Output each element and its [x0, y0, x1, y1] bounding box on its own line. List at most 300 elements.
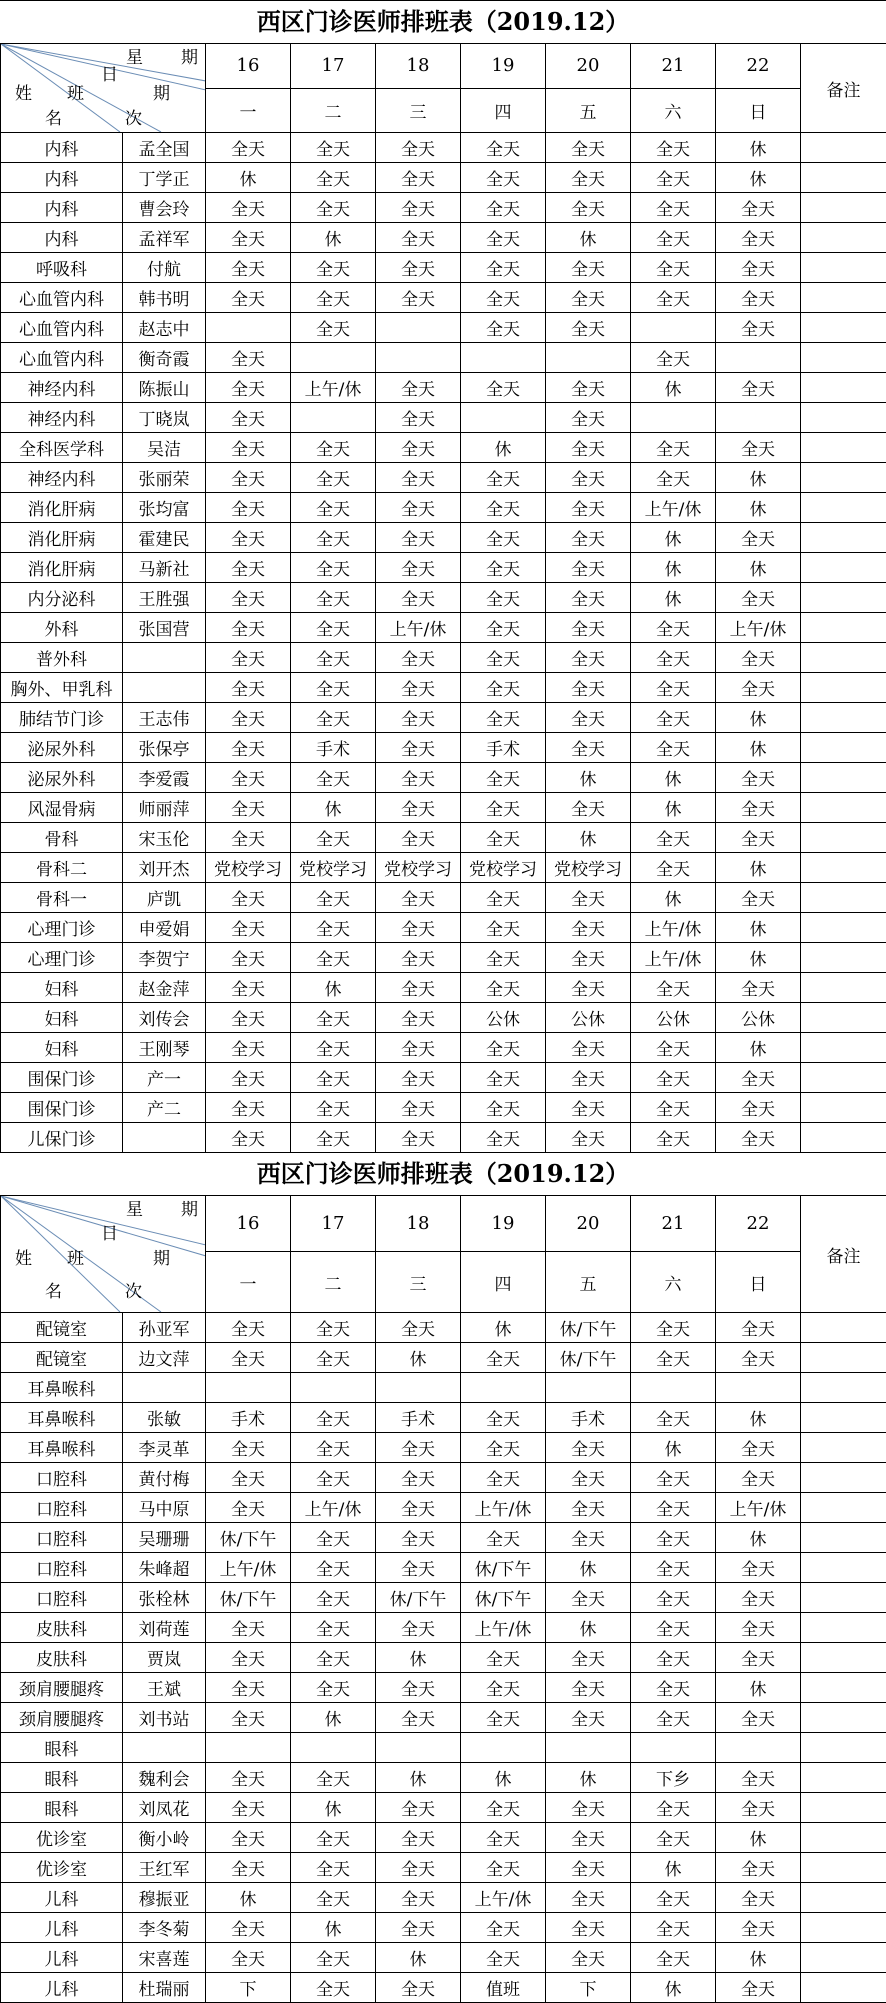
shift-cell: 全天 — [631, 1553, 716, 1583]
shift-cell: 全天 — [376, 1463, 461, 1493]
shift-cell: 全天 — [631, 733, 716, 763]
shift-cell: 全天 — [631, 133, 716, 163]
shift-cell: 全天 — [291, 1123, 376, 1153]
shift-cell: 全天 — [291, 193, 376, 223]
remarks-cell — [801, 733, 886, 763]
shift-cell: 休/下午 — [461, 1553, 546, 1583]
shift-cell: 全天 — [461, 583, 546, 613]
shift-cell: 休 — [716, 913, 801, 943]
table-row — [1, 1613, 886, 1643]
doctor-name-cell — [123, 673, 206, 703]
doctor-name-cell: 申爱娟 — [123, 913, 206, 943]
shift-cell: 休 — [716, 943, 801, 973]
department-cell: 肺结节门诊 — [1, 703, 123, 733]
table-row — [1, 583, 886, 613]
shift-cell: 全天 — [546, 1033, 631, 1063]
shift-cell: 全天 — [546, 703, 631, 733]
department-cell: 耳鼻喉科 — [1, 1433, 123, 1463]
shift-cell: 全天 — [206, 283, 291, 313]
shift-cell: 全天 — [461, 253, 546, 283]
shift-cell: 全天 — [461, 223, 546, 253]
shift-cell: 全天 — [716, 1433, 801, 1463]
doctor-name-cell: 衡小岭 — [123, 1823, 206, 1853]
table-row — [1, 1003, 886, 1033]
shift-cell: 全天 — [546, 193, 631, 223]
shift-cell — [546, 343, 631, 373]
date-cell: 19 — [461, 1196, 546, 1252]
shift-cell: 全天 — [291, 1883, 376, 1913]
shift-cell: 全天 — [461, 673, 546, 703]
shift-cell: 全天 — [461, 1943, 546, 1973]
header-label-ban: 班 — [67, 84, 84, 104]
doctor-name-cell: 李爱霞 — [123, 763, 206, 793]
department-cell: 骨科 — [1, 823, 123, 853]
shift-cell — [206, 1733, 291, 1763]
shift-cell: 休 — [546, 223, 631, 253]
shift-cell: 全天 — [376, 403, 461, 433]
shift-cell: 全天 — [291, 913, 376, 943]
shift-cell: 全天 — [631, 433, 716, 463]
doctor-name-cell: 刘凤花 — [123, 1793, 206, 1823]
shift-cell: 全天 — [206, 733, 291, 763]
shift-cell: 全天 — [716, 823, 801, 853]
table-row — [1, 1793, 886, 1823]
department-cell: 儿科 — [1, 1973, 123, 2003]
department-cell: 内科 — [1, 223, 123, 253]
shift-cell: 全天 — [206, 373, 291, 403]
shift-cell: 全天 — [631, 1703, 716, 1733]
doctor-name-cell: 丁晓岚 — [123, 403, 206, 433]
shift-cell — [631, 313, 716, 343]
shift-cell: 全天 — [206, 1823, 291, 1853]
shift-cell: 全天 — [376, 1703, 461, 1733]
shift-cell — [291, 403, 376, 433]
table-row — [1, 763, 886, 793]
shift-cell: 休 — [291, 1793, 376, 1823]
shift-cell: 全天 — [291, 673, 376, 703]
shift-cell: 全天 — [546, 793, 631, 823]
shift-cell: 全天 — [376, 943, 461, 973]
shift-cell: 全天 — [631, 283, 716, 313]
table-row — [1, 1523, 886, 1553]
shift-cell: 全天 — [461, 643, 546, 673]
doctor-name-cell: 庐凯 — [123, 883, 206, 913]
shift-cell: 休 — [716, 1403, 801, 1433]
doctor-name-cell: 王红军 — [123, 1853, 206, 1883]
shift-cell: 全天 — [206, 883, 291, 913]
shift-cell — [291, 343, 376, 373]
shift-cell: 全天 — [376, 1673, 461, 1703]
shift-cell: 休/下午 — [546, 1313, 631, 1343]
table-row — [1, 853, 886, 883]
doctor-name-cell: 丁学正 — [123, 163, 206, 193]
doctor-name-cell: 马新社 — [123, 553, 206, 583]
shift-cell: 全天 — [206, 643, 291, 673]
shift-cell: 全天 — [206, 823, 291, 853]
weekday-cell: 日 — [716, 88, 801, 133]
shift-cell: 休 — [206, 163, 291, 193]
remarks-cell — [801, 1973, 886, 2003]
department-cell: 妇科 — [1, 1033, 123, 1063]
shift-cell: 全天 — [631, 1343, 716, 1373]
remarks-cell — [801, 433, 886, 463]
shift-cell: 值班 — [461, 1973, 546, 2003]
remarks-cell — [801, 943, 886, 973]
shift-cell: 休 — [291, 793, 376, 823]
department-cell: 泌尿外科 — [1, 763, 123, 793]
shift-cell: 全天 — [206, 1433, 291, 1463]
shift-cell: 全天 — [291, 1583, 376, 1613]
header-label-xing: 姓 — [15, 1249, 32, 1269]
shift-cell: 全天 — [716, 1853, 801, 1883]
shift-cell: 全天 — [631, 1313, 716, 1343]
shift-cell: 全天 — [461, 943, 546, 973]
shift-cell: 休 — [291, 1703, 376, 1733]
shift-cell: 党校学习 — [461, 853, 546, 883]
header-row-dates — [1, 44, 886, 89]
shift-cell: 全天 — [546, 1913, 631, 1943]
shift-cell: 全天 — [376, 523, 461, 553]
shift-cell: 全天 — [631, 673, 716, 703]
department-cell: 神经内科 — [1, 403, 123, 433]
shift-cell: 全天 — [376, 733, 461, 763]
shift-cell: 全天 — [716, 1613, 801, 1643]
doctor-name-cell: 张均富 — [123, 493, 206, 523]
shift-cell: 全天 — [376, 1063, 461, 1093]
table-row — [1, 613, 886, 643]
remarks-cell — [801, 1613, 886, 1643]
shift-cell: 全天 — [291, 763, 376, 793]
weekday-cell: 六 — [631, 1252, 716, 1313]
department-cell: 皮肤科 — [1, 1613, 123, 1643]
weekday-cell: 六 — [631, 88, 716, 133]
shift-cell: 全天 — [716, 373, 801, 403]
shift-cell — [461, 403, 546, 433]
table-row — [1, 1123, 886, 1153]
table-row — [1, 643, 886, 673]
department-cell: 儿科 — [1, 1913, 123, 1943]
shift-cell: 全天 — [546, 433, 631, 463]
shift-cell: 全天 — [291, 883, 376, 913]
shift-cell: 上午/休 — [631, 913, 716, 943]
shift-cell: 全天 — [631, 1063, 716, 1093]
shift-cell: 全天 — [206, 793, 291, 823]
shift-cell: 全天 — [206, 703, 291, 733]
department-cell: 呼吸科 — [1, 253, 123, 283]
shift-cell: 全天 — [206, 463, 291, 493]
shift-cell: 全天 — [716, 1703, 801, 1733]
shift-cell: 全天 — [716, 523, 801, 553]
table-row — [1, 433, 886, 463]
shift-cell: 全天 — [716, 643, 801, 673]
shift-cell: 全天 — [206, 493, 291, 523]
shift-cell: 全天 — [546, 133, 631, 163]
shift-cell: 全天 — [291, 1433, 376, 1463]
shift-cell: 全天 — [546, 943, 631, 973]
shift-cell: 全天 — [716, 1883, 801, 1913]
header-label-ming: 名 — [45, 1282, 62, 1302]
shift-cell: 全天 — [376, 1823, 461, 1853]
shift-cell: 休 — [631, 373, 716, 403]
department-cell: 口腔科 — [1, 1583, 123, 1613]
shift-cell: 休 — [631, 1853, 716, 1883]
table-row — [1, 1433, 886, 1463]
table-row — [1, 1463, 886, 1493]
shift-cell: 休 — [291, 973, 376, 1003]
shift-cell: 休 — [631, 583, 716, 613]
shift-cell: 全天 — [376, 1493, 461, 1523]
shift-cell: 全天 — [206, 403, 291, 433]
doctor-name-cell: 孟祥军 — [123, 223, 206, 253]
remarks-cell — [801, 373, 886, 403]
shift-cell: 休 — [716, 1823, 801, 1853]
weekday-cell: 二 — [291, 1252, 376, 1313]
header-label-ri: 日 — [101, 65, 118, 85]
remarks-cell — [801, 1553, 886, 1583]
shift-cell: 全天 — [461, 883, 546, 913]
shift-cell: 全天 — [291, 1643, 376, 1673]
shift-cell — [631, 1373, 716, 1403]
department-cell: 内科 — [1, 163, 123, 193]
shift-cell: 全天 — [546, 373, 631, 403]
shift-cell: 休 — [716, 733, 801, 763]
department-cell: 泌尿外科 — [1, 733, 123, 763]
shift-cell: 休 — [546, 823, 631, 853]
doctor-name-cell — [123, 1123, 206, 1153]
doctor-name-cell: 陈振山 — [123, 373, 206, 403]
shift-cell: 全天 — [546, 1703, 631, 1733]
shift-cell: 全天 — [376, 823, 461, 853]
table-row — [1, 193, 886, 223]
doctor-name-cell: 黄付梅 — [123, 1463, 206, 1493]
doctor-name-cell: 王斌 — [123, 1673, 206, 1703]
shift-cell: 上午/休 — [291, 373, 376, 403]
shift-cell: 下 — [206, 1973, 291, 2003]
remarks-cell — [801, 1463, 886, 1493]
shift-cell — [376, 1373, 461, 1403]
shift-cell: 休 — [206, 1883, 291, 1913]
shift-cell: 全天 — [291, 1463, 376, 1493]
department-cell: 耳鼻喉科 — [1, 1403, 123, 1433]
shift-cell: 休 — [461, 1313, 546, 1343]
table-row — [1, 1063, 886, 1093]
table-row — [1, 793, 886, 823]
department-cell: 心血管内科 — [1, 343, 123, 373]
shift-cell: 全天 — [291, 943, 376, 973]
doctor-name-cell: 王志伟 — [123, 703, 206, 733]
shift-cell: 全天 — [376, 643, 461, 673]
shift-cell: 全天 — [206, 973, 291, 1003]
remarks-cell — [801, 133, 886, 163]
table-row — [1, 1853, 886, 1883]
table-row — [1, 223, 886, 253]
shift-cell: 全天 — [546, 673, 631, 703]
department-cell: 围保门诊 — [1, 1093, 123, 1123]
shift-cell: 全天 — [206, 1313, 291, 1343]
shift-cell: 全天 — [546, 913, 631, 943]
shift-cell: 全天 — [376, 1973, 461, 2003]
shift-cell: 全天 — [631, 253, 716, 283]
shift-cell: 全天 — [461, 613, 546, 643]
remarks-cell — [801, 1943, 886, 1973]
shift-cell: 全天 — [461, 793, 546, 823]
date-cell: 20 — [546, 1196, 631, 1252]
shift-cell: 全天 — [631, 1793, 716, 1823]
department-cell: 内分泌科 — [1, 583, 123, 613]
department-cell: 心理门诊 — [1, 913, 123, 943]
shift-cell: 全天 — [291, 823, 376, 853]
doctor-name-cell: 赵志中 — [123, 313, 206, 343]
table-row — [1, 253, 886, 283]
shift-cell: 休/下午 — [206, 1523, 291, 1553]
shift-cell: 全天 — [631, 1913, 716, 1943]
diagonal-header-cell — [1, 1196, 206, 1313]
department-cell: 内科 — [1, 133, 123, 163]
shift-cell: 全天 — [376, 1003, 461, 1033]
table-row — [1, 1733, 886, 1763]
doctor-name-cell: 刘荷莲 — [123, 1613, 206, 1643]
doctor-name-cell: 张丽荣 — [123, 463, 206, 493]
shift-cell: 全天 — [206, 223, 291, 253]
department-cell: 心理门诊 — [1, 943, 123, 973]
remarks-cell — [801, 1673, 886, 1703]
shift-cell: 全天 — [546, 733, 631, 763]
table-row — [1, 1643, 886, 1673]
remarks-cell — [801, 1343, 886, 1373]
shift-cell: 全天 — [206, 1853, 291, 1883]
diagonal-header-cell — [1, 44, 206, 133]
doctor-name-cell: 张敏 — [123, 1403, 206, 1433]
table-row — [1, 1313, 886, 1343]
shift-cell: 全天 — [206, 943, 291, 973]
date-cell: 22 — [716, 44, 801, 89]
shift-cell: 全天 — [376, 1553, 461, 1583]
doctor-name-cell — [123, 1733, 206, 1763]
shift-cell: 上午/休 — [376, 613, 461, 643]
shift-cell: 休 — [631, 1433, 716, 1463]
remarks-cell — [801, 1733, 886, 1763]
remarks-cell — [801, 673, 886, 703]
shift-cell: 全天 — [461, 283, 546, 313]
table-row — [1, 1973, 886, 2003]
department-cell: 口腔科 — [1, 1493, 123, 1523]
shift-cell: 全天 — [461, 163, 546, 193]
shift-cell: 全天 — [376, 223, 461, 253]
shift-cell: 党校学习 — [206, 853, 291, 883]
shift-cell: 全天 — [631, 1823, 716, 1853]
shift-cell: 全天 — [376, 1093, 461, 1123]
department-cell: 配镜室 — [1, 1343, 123, 1373]
shift-cell: 全天 — [546, 1063, 631, 1093]
remarks-cell — [801, 1853, 886, 1883]
doctor-name-cell: 李冬菊 — [123, 1913, 206, 1943]
shift-cell: 全天 — [206, 553, 291, 583]
shift-cell: 全天 — [546, 1583, 631, 1613]
shift-cell: 休 — [716, 133, 801, 163]
shift-cell: 全天 — [206, 1063, 291, 1093]
weekday-cell: 三 — [376, 1252, 461, 1313]
table-row — [1, 373, 886, 403]
shift-cell: 全天 — [546, 1463, 631, 1493]
table-row — [1, 1673, 886, 1703]
shift-cell: 全天 — [376, 763, 461, 793]
header-label-ci: 次 — [125, 1282, 142, 1302]
shift-cell: 全天 — [376, 1883, 461, 1913]
shift-cell: 下乡 — [631, 1763, 716, 1793]
shift-cell: 全天 — [376, 253, 461, 283]
shift-cell: 休 — [461, 1763, 546, 1793]
table-row — [1, 883, 886, 913]
table-row — [1, 1943, 886, 1973]
shift-cell: 全天 — [291, 1523, 376, 1553]
doctor-name-cell: 王胜强 — [123, 583, 206, 613]
table-row — [1, 1763, 886, 1793]
shift-cell: 手术 — [376, 1403, 461, 1433]
shift-cell — [716, 1373, 801, 1403]
shift-cell: 全天 — [461, 133, 546, 163]
shift-cell: 全天 — [461, 1033, 546, 1063]
schedule-table — [0, 1195, 886, 2003]
shift-cell — [461, 343, 546, 373]
header-label-ri: 日 — [101, 1224, 118, 1244]
shift-cell: 全天 — [716, 433, 801, 463]
shift-cell: 全天 — [206, 1613, 291, 1643]
shift-cell: 全天 — [291, 1003, 376, 1033]
shift-cell: 休/下午 — [546, 1343, 631, 1373]
shift-cell: 休 — [376, 1643, 461, 1673]
shift-cell: 全天 — [376, 703, 461, 733]
shift-cell: 全天 — [546, 1883, 631, 1913]
shift-cell: 全天 — [376, 1433, 461, 1463]
shift-cell: 全天 — [291, 613, 376, 643]
shift-cell: 上午/休 — [291, 1493, 376, 1523]
shift-cell: 休 — [376, 1943, 461, 1973]
shift-cell: 全天 — [206, 1763, 291, 1793]
shift-cell: 全天 — [291, 1403, 376, 1433]
remarks-cell — [801, 343, 886, 373]
shift-cell: 休 — [546, 1613, 631, 1643]
remarks-cell — [801, 1823, 886, 1853]
remarks-cell — [801, 1493, 886, 1523]
department-cell: 口腔科 — [1, 1553, 123, 1583]
shift-cell: 全天 — [206, 1793, 291, 1823]
shift-cell: 全天 — [291, 133, 376, 163]
header-label-qi2: 期 — [181, 1200, 198, 1220]
shift-cell: 全天 — [291, 283, 376, 313]
remarks-cell — [801, 1583, 886, 1613]
shift-cell: 全天 — [546, 1123, 631, 1153]
department-cell: 眼科 — [1, 1733, 123, 1763]
remarks-cell — [801, 1003, 886, 1033]
shift-cell: 休 — [291, 223, 376, 253]
doctor-name-cell: 曹会玲 — [123, 193, 206, 223]
shift-cell: 全天 — [631, 1673, 716, 1703]
doctor-name-cell: 马中原 — [123, 1493, 206, 1523]
shift-cell — [291, 1733, 376, 1763]
remarks-cell — [801, 403, 886, 433]
shift-cell: 公休 — [461, 1003, 546, 1033]
doctor-name-cell: 孙亚军 — [123, 1313, 206, 1343]
shift-cell: 休 — [716, 463, 801, 493]
shift-cell: 全天 — [206, 1093, 291, 1123]
weekday-cell: 一 — [206, 1252, 291, 1313]
shift-cell: 全天 — [461, 1093, 546, 1123]
shift-cell — [206, 1373, 291, 1403]
shift-cell: 全天 — [206, 253, 291, 283]
table-row — [1, 1553, 886, 1583]
shift-cell — [206, 313, 291, 343]
shift-cell: 全天 — [461, 493, 546, 523]
